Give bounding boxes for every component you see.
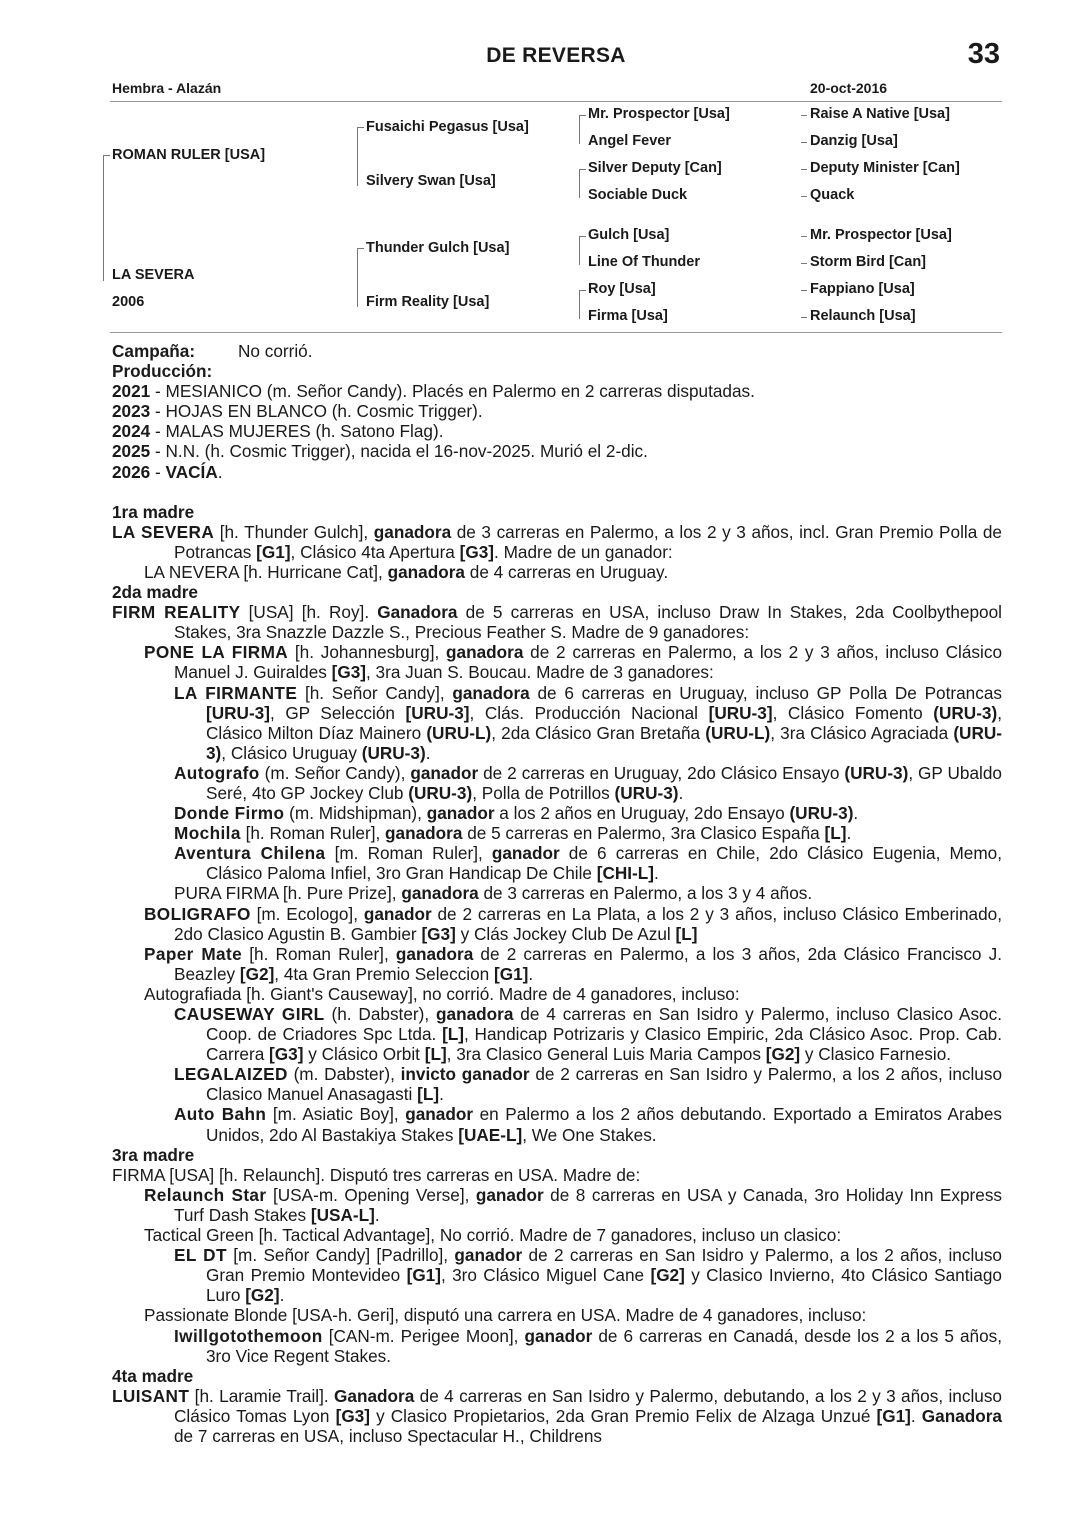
pedigree-g4-6: Storm Bird [Can] [810, 254, 926, 270]
bold-text: invicto ganador [400, 1064, 530, 1085]
bold-text: [G3] [421, 923, 456, 944]
dash-g4-5 [801, 236, 807, 237]
bold-text: Ganadora [334, 1385, 415, 1406]
entry-text: y Clasico Propietarios, 2da Gran Premio Felix de Alzaga Unzué [369, 1405, 877, 1426]
entry-text: FIRMA [USA] [h. Relaunch]. Disputó tres carreras en USA. Madre de: [112, 1164, 641, 1185]
bold-text: [G3] [269, 1044, 304, 1065]
entry-text: [m. Señor Candy] [Padrillo], [226, 1245, 455, 1266]
bold-text: [URU-3] [708, 702, 773, 723]
entry-text: de 6 carreras en Chile, 2do Clásico Eugenia, Memo, Clásico Paloma Infiel, 3ro Gran Handicap De Chile [206, 843, 1002, 884]
entry-text: , We One Stakes. [522, 1124, 657, 1145]
entry-text: [h. Roman Ruler], [242, 943, 396, 964]
entry-text: y Clás Jockey Club De Azul [455, 923, 676, 944]
production-year: 2025 [112, 441, 151, 462]
dam-heading: 1ra madre [112, 501, 195, 522]
dam-heading: 4ta madre [112, 1365, 194, 1386]
horse-name: PONE LA FIRMA [144, 642, 289, 663]
horse-name: Mochila [174, 823, 241, 844]
pedigree-g3-3: Silver Deputy [Can] [588, 160, 722, 176]
entry-text: . [910, 1405, 922, 1426]
bold-text: [UAE-L] [458, 1124, 523, 1145]
production-heading: Producción: [112, 361, 213, 382]
pedigree-g3-5: Gulch [Usa] [588, 227, 670, 243]
family-entry [112, 883, 1002, 903]
family-entry [112, 944, 1002, 984]
production-status: VACÍA [165, 461, 218, 482]
entry-text: , Clásico 4ta Apertura [290, 541, 460, 562]
family-entry [112, 1004, 1002, 1064]
entry-text: . [853, 803, 859, 824]
bold-text: ganadora [452, 682, 530, 703]
pedigree-g3-6: Line Of Thunder [588, 254, 700, 270]
entry-text: de 5 carreras en Palermo, 3ra Clasico España [462, 823, 825, 844]
pedigree-g3-1: Mr. Prospector [Usa] [588, 106, 730, 122]
entry-text: [m. Roman Ruler], [325, 843, 492, 864]
entry-text: (m. Midshipman), [284, 803, 427, 824]
production-item [112, 441, 1002, 461]
entry-text: Passionate Blonde [USA-h. Geri], disputó una carrera en USA. Madre de 4 ganadores, incluso: [144, 1305, 867, 1326]
bold-text: [L] [417, 1084, 440, 1105]
dash-g4-1 [801, 115, 807, 116]
entry-text: . [678, 782, 684, 803]
horse-name: FIRM REALITY [112, 602, 241, 623]
bold-text: [G1] [876, 1405, 911, 1426]
family-entry [112, 642, 1002, 682]
bold-text: ganadora [446, 642, 524, 663]
production-tail: . [217, 461, 223, 482]
entry-text: de 4 carreras en Uruguay. [464, 561, 669, 582]
pedigree-g4-7: Fappiano [Usa] [810, 281, 915, 297]
horse-name: LUISANT [112, 1385, 190, 1406]
bold-text: [G3] [335, 1405, 370, 1426]
entry-text: de 6 carreras en Canadá, desde los 2 a los 5 años, 3ro Vice Regent Stakes. [206, 1325, 1002, 1366]
bold-text: ganadora [385, 823, 463, 844]
bold-text: ganador [524, 1325, 593, 1346]
family-sections [112, 502, 1002, 1446]
entry-text: , 3ro Clásico Miguel Cane [440, 1265, 651, 1286]
family-entry [112, 602, 1002, 642]
dash-g4-7 [801, 290, 807, 291]
bold-text: [URU-3] [405, 702, 470, 723]
horse-name: LA FIRMANTE [174, 682, 298, 703]
bold-text: ganador [491, 843, 560, 864]
production-item [112, 401, 1002, 421]
bold-text: Ganadora [377, 602, 458, 623]
entry-text: , 3ra Juan S. Boucau. Madre de 3 ganadores: [366, 662, 714, 683]
entry-text: , GP Ubaldo Seré, 4to GP Jockey Club [206, 762, 1002, 803]
family-entry [112, 1386, 1002, 1446]
bold-text: [L] [424, 1044, 447, 1065]
bold-text: [G2] [650, 1265, 685, 1286]
family-entry [112, 1225, 1002, 1245]
horse-name: Autografo [174, 762, 260, 783]
entry-text: . [846, 823, 852, 844]
entry-text: , GP Selección [269, 702, 406, 723]
pedigree-sire-sire: Fusaichi Pegasus [Usa] [366, 119, 529, 135]
pedigree-g4-2: Danzig [Usa] [810, 133, 898, 149]
entry-text: [USA] [h. Roy]. [240, 602, 378, 623]
production-text: - MESIANICO (m. Señor Candy). Placés en Palermo en 2 carreras disputadas. [150, 381, 755, 402]
entry-text: PURA FIRMA [h. Pure Prize], [174, 883, 402, 904]
entry-text: [h. Laramie Trail]. [189, 1385, 335, 1406]
family-entry [112, 763, 1002, 803]
entry-text: , 4ta Gran Premio Seleccion [274, 963, 495, 984]
bold-text: (URU-L) [705, 722, 771, 743]
sex-color: Hembra - Alazán [112, 80, 222, 96]
campaign-label: Campaña: [112, 341, 196, 361]
horse-name: Paper Mate [144, 943, 243, 964]
bold-text: Ganadora [921, 1405, 1002, 1426]
bold-text: (URU-L) [426, 722, 492, 743]
family-entry [112, 562, 1002, 582]
entry-text: Tactical Green [h. Tactical Advantage], No corrió. Madre de 7 ganadores, incluso un clasico: [144, 1225, 842, 1246]
dash-g4-4 [801, 196, 807, 197]
bracket-g3-2 [579, 169, 586, 198]
entry-text: y Clásico Orbit [303, 1044, 425, 1065]
horse-name: Donde Firmo [174, 803, 285, 824]
entry-text: [h. Johannesburg], [288, 642, 447, 663]
entry-text: . [374, 1204, 380, 1225]
production-year: 2023 [112, 401, 151, 422]
horse-name: CAUSEWAY GIRL [174, 1004, 325, 1024]
pedigree-dam-dam: Firm Reality [Usa] [366, 294, 490, 310]
family-entry [112, 823, 1002, 843]
bold-text: ganador [410, 762, 479, 783]
top-rule [110, 101, 1002, 102]
bold-text: ganador [363, 903, 432, 924]
pedigree-g4-8: Relaunch [Usa] [810, 308, 916, 324]
bold-text: [G1] [494, 963, 529, 984]
pedigree-dam-year: 2006 [112, 294, 145, 310]
spacer [112, 482, 1002, 502]
family-entry [112, 1064, 1002, 1104]
family-entry [112, 1104, 1002, 1144]
entry-text: . [439, 1084, 444, 1105]
entry-text: . [654, 863, 659, 884]
entry-text: [h. Thunder Gulch], [214, 521, 374, 542]
entry-text: (m. Dabster), [287, 1064, 401, 1085]
entry-text: , 3ra Clasico General Luis Maria Campos [446, 1044, 766, 1065]
pedigree-dam-sire: Thunder Gulch [Usa] [366, 240, 510, 256]
pedigree-dam: LA SEVERA [112, 267, 195, 283]
entry-text: . [279, 1285, 285, 1306]
horse-name: Relaunch Star [144, 1184, 267, 1205]
bold-text: ganadora [373, 521, 452, 542]
entry-text: y Clasico Invierno, 4to Clásico Santiago Luro [206, 1265, 1002, 1306]
bold-text: [G1] [406, 1265, 441, 1286]
bold-text: ganadora [401, 883, 479, 904]
bold-text: ganador [405, 1104, 474, 1125]
bracket-g3-3 [579, 236, 586, 265]
family-entry [112, 843, 1002, 883]
entry-text: de 2 carreras en San Isidro y Palermo, a los 2 años, incluso Gran Premio Montevideo [206, 1245, 1002, 1286]
bold-text: ganadora [436, 1004, 514, 1024]
horse-name: Auto Bahn [174, 1104, 267, 1125]
family-entry [112, 1245, 1002, 1305]
horse-name: Iwillgotothemoon [174, 1325, 323, 1346]
dam-heading: 3ra madre [112, 1144, 195, 1165]
entry-text: a los 2 años en Uruguay, 2do Ensayo [494, 803, 790, 824]
family-entry [112, 1305, 1002, 1325]
bold-text: [CHI-L] [596, 863, 655, 884]
entry-text: , Clásico Fomento [772, 702, 934, 723]
family-entry [112, 522, 1002, 562]
entry-text: de 2 carreras en Uruguay, 2do Clásico Ensayo [478, 762, 845, 783]
entry-text: de 3 carreras en Palermo, a los 2 y 3 años, incl. Gran Premio Polla de Potrancas [174, 521, 1002, 562]
family-entry [112, 803, 1002, 823]
bold-text: (URU-3) [789, 803, 854, 824]
entry-text: [CAN-m. Perigee Moon], [322, 1325, 525, 1346]
bold-text: ganador [475, 1184, 544, 1205]
entry-text: [m. Asiatic Boy], [266, 1104, 406, 1125]
entry-text: de 4 carreras en San Isidro y Palermo, debutando, a los 2 y 3 años, incluso Clásico Tomas Lyon [174, 1385, 1002, 1426]
bold-text: [G3] [459, 541, 495, 562]
bold-text: [G3] [331, 662, 366, 683]
entry-text: . [528, 963, 534, 984]
entry-text: de 5 carreras en USA, incluso Draw In Stakes, 2da Coolbythepool Stakes, 3ra Snazzle Dazzle S., Precious Feather S. Madre de 9 ganadores: [174, 602, 1002, 643]
bracket-g2-sire [357, 127, 364, 186]
entry-text: , Polla de Potrillos [472, 782, 615, 803]
entry-text: , Clásico Uruguay [221, 742, 362, 763]
production-text: - [150, 461, 166, 482]
bottom-rule [110, 332, 1002, 333]
bold-text: [L] [675, 923, 698, 944]
family-entry [112, 1326, 1002, 1366]
entry-text: . [425, 742, 431, 763]
entry-text: . Madre de un ganador: [494, 541, 673, 562]
pedigree-sire-dam: Silvery Swan [Usa] [366, 173, 496, 189]
entry-text: de 8 carreras en USA y Canada, 3ro Holiday Inn Express Turf Dash Stakes [174, 1184, 1003, 1225]
family-entry [112, 1165, 1002, 1185]
pedigree-sire: ROMAN RULER [USA] [112, 147, 266, 163]
pedigree-g4-3: Deputy Minister [Can] [810, 160, 960, 176]
bold-text: [G1] [256, 541, 291, 562]
bold-text: [L] [824, 823, 847, 844]
horse-name: Aventura Chilena [174, 843, 326, 864]
production-list [112, 381, 1002, 481]
entry-text: (h. Dabster), [324, 1004, 437, 1024]
entry-text: de 2 carreras en Palermo, a los 3 años, 2da Clásico Francisco J. Beazley [174, 943, 1003, 984]
family-entry [112, 984, 1002, 1004]
bold-text: (URU-3) [408, 782, 473, 803]
entry-text: [h. Señor Candy], [297, 682, 453, 703]
bracket-g2-dam [357, 248, 364, 307]
campaign-value: No corrió. [238, 341, 313, 361]
bold-text: [G2] [765, 1044, 801, 1065]
entry-text: de 6 carreras en Uruguay, incluso GP Polla De Potrancas [529, 682, 1002, 703]
entry-text: (m. Señor Candy), [259, 762, 411, 783]
entry-text: y Clasico Farnesio. [800, 1044, 952, 1065]
dash-g4-6 [801, 263, 807, 264]
horse-name: LA SEVERA [112, 521, 215, 542]
entry-text: , Clásico Milton Díaz Mainero [206, 702, 1002, 743]
bold-text: [G2] [239, 963, 275, 984]
bold-text: (URU-3) [844, 762, 909, 783]
entry-text: de 2 carreras en San Isidro y Palermo, a los 2 años, incluso Clasico Manuel Anasagasti [206, 1064, 1003, 1105]
production-item [112, 462, 1002, 482]
page-number: 33 [967, 38, 1000, 70]
production-year: 2021 [112, 381, 151, 402]
production-year: 2024 [112, 421, 151, 442]
entry-text: , 3ra Clásico Agraciada [770, 722, 954, 743]
bracket-g1 [103, 155, 110, 281]
entry-text: , Clás. Producción Nacional [469, 702, 709, 723]
production-item [112, 381, 1002, 401]
pedigree-g3-8: Firma [Usa] [588, 308, 668, 324]
dam-heading: 2da madre [112, 582, 198, 603]
bold-text: [URU-3] [206, 702, 270, 723]
campaign-line [112, 341, 1002, 361]
entry-text: [USA-m. Opening Verse], [266, 1184, 476, 1205]
entry-text: en Palermo a los 2 años debutando. Exportado a Emiratos Arabes Unidos, 2do Al Bastakiya Stakes [206, 1104, 1002, 1145]
production-text: - HOJAS EN BLANCO (h. Cosmic Trigger). [150, 401, 483, 422]
entry-text: [h. Roman Ruler], [240, 823, 386, 844]
entry-text: , Handicap Potrizaris y Clasico Empiric, 2da Clásico Asoc. Prop. Cab. Carrera [206, 1024, 1002, 1065]
entry-text: de 3 carreras en Palermo, a los 3 y 4 años. [478, 883, 813, 904]
family-entry [112, 683, 1002, 763]
entry-text: de 2 carreras en Palermo, a los 2 y 3 años, incluso Clásico Manuel J. Guiraldes [174, 642, 1003, 683]
pedigree-g4-5: Mr. Prospector [Usa] [810, 227, 952, 243]
horse-name: BOLIGRAFO [144, 903, 251, 924]
pedigree-g4-4: Quack [810, 187, 855, 203]
bracket-g3-1 [579, 115, 586, 144]
production-item [112, 421, 1002, 441]
pedigree-g3-4: Sociable Duck [588, 187, 688, 203]
entry-text: de 4 carreras en San Isidro y Palermo, incluso Clasico Asoc. Coop. de Criadores Spc Ltda. [206, 1004, 1002, 1045]
pedigree-g4-1: Raise A Native [Usa] [810, 106, 950, 122]
bold-text: ganadora [387, 561, 465, 582]
bold-text: (URU-3) [206, 722, 1002, 763]
birth-date: 20-oct-2016 [810, 80, 888, 96]
family-entry [112, 904, 1002, 944]
entry-text: de 7 carreras en USA, incluso Spectacular H., Childrens [174, 1425, 602, 1446]
dash-g4-3 [801, 169, 807, 170]
performance-text [112, 341, 1002, 1446]
entry-text: , 2da Clásico Gran Bretaña [491, 722, 706, 743]
production-text: - N.N. (h. Cosmic Trigger), nacida el 16-nov-2025. Murió el 2-dic. [150, 441, 648, 462]
production-text: - MALAS MUJERES (h. Satono Flag). [150, 421, 444, 442]
family-entry [112, 1185, 1002, 1225]
entry-text: LA NEVERA [h. Hurricane Cat], [144, 561, 388, 582]
dash-g4-2 [801, 142, 807, 143]
bold-text: (URU-3) [614, 782, 679, 803]
entry-text: Autografiada [h. Giant's Causeway], no corrió. Madre de 4 ganadores, incluso: [144, 983, 740, 1004]
entry-text: [m. Ecologo], [250, 903, 364, 924]
bold-text: [USA-L] [310, 1204, 375, 1225]
bold-text: ganador [426, 803, 495, 824]
entry-text: de 2 carreras en La Plata, a los 2 y 3 años, incluso Clásico Emberinado, 2do Clasico Agustin B. Gambier [174, 903, 1002, 944]
horse-name: LEGALAIZED [174, 1064, 288, 1085]
bold-text: [L] [442, 1024, 465, 1045]
production-year: 2026 [112, 461, 151, 482]
dash-g4-8 [801, 317, 807, 318]
pedigree-g3-7: Roy [Usa] [588, 281, 656, 297]
bracket-g3-4 [579, 290, 586, 319]
horse-name: EL DT [174, 1245, 227, 1266]
bold-text: ganador [454, 1245, 523, 1266]
pedigree-g3-2: Angel Fever [588, 133, 671, 149]
bold-text: [G2] [245, 1285, 280, 1306]
horse-name-title: DE REVERSA [486, 44, 626, 67]
bold-text: (URU-3) [933, 702, 998, 723]
bold-text: ganadora [395, 943, 474, 964]
bold-text: (URU-3) [361, 742, 426, 763]
